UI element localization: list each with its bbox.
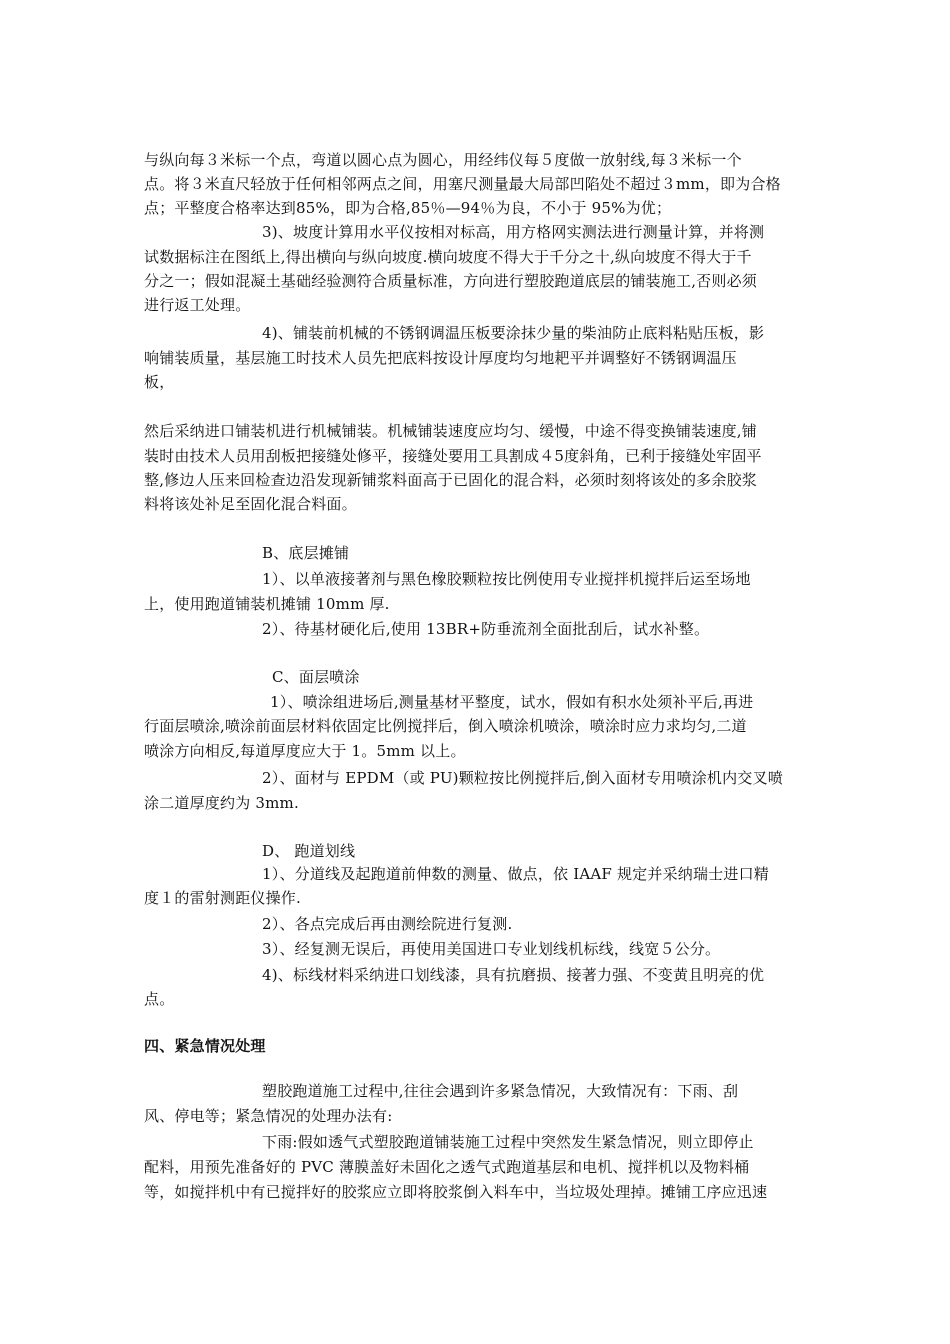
- text-line: 1）、喷涂组进场后,测量基材平整度，试水，假如有积水处须补平后,再进: [270, 693, 754, 711]
- text-line: 塑胶跑道施工过程中,往往会遇到许多紧急情况，大致情况有：下雨、刮: [262, 1082, 739, 1100]
- text-line: 试数据标注在图纸上,得出横向与纵向坡度.横向坡度不得大于千分之十,纵向坡度不得大于千: [144, 248, 752, 266]
- text-line: 料将该处补足至固化混合料面。: [144, 495, 357, 513]
- text-line: 进行返工处理。: [144, 296, 251, 314]
- text-line: 点。将３米直尺轻放于任何相邻两点之间，用塞尺测量最大局部凹陷处不超过３mm，即为合格: [144, 175, 781, 193]
- text-line: 然后采纳进口铺装机进行机械铺装。机械铺装速度应均匀、缓慢，中途不得变换铺装速度,铺: [144, 422, 757, 440]
- text-line: 配料，用预先准备好的 PVC 薄膜盖好未固化之透气式跑道基层和电机、搅拌机以及物料桶: [144, 1158, 750, 1176]
- text-line: 装时由技术人员用刮板把接缝处修平，接缝处要用工具割成４5度斜角，已利于接缝处牢固平: [144, 447, 762, 465]
- text-line: 1）、分道线及起跑道前伸数的测量、做点，依 IAAF 规定并采纳瑞士进口精: [262, 865, 769, 883]
- text-line: 行面层喷涂,喷涂前面层材料依固定比例搅拌后，倒入喷涂机喷涂，喷涂时应力求均匀,二道: [144, 717, 747, 735]
- section-heading: C、面层喷涂: [272, 668, 360, 686]
- text-line: 响铺装质量，基层施工时技术人员先把底料按设计厚度均匀地耙平并调整好不锈钢调温压: [144, 349, 737, 367]
- text-line: 整,修边人压来回检查边沿发现新铺浆料面高于已固化的混合料，必须时刻将该处的多余胶浆: [144, 471, 757, 489]
- text-line: 风、停电等；紧急情况的处理办法有:: [144, 1107, 393, 1125]
- text-line: 2）、面材与 EPDM（或 PU)颗粒按比例搅拌后,倒入面材专用喷涂机内交叉喷: [262, 769, 783, 787]
- chapter-heading: 四、紧急情况处理: [144, 1037, 266, 1055]
- text-line: 喷涂方向相反,每道厚度应大于 1。5mm 以上。: [144, 742, 466, 760]
- text-line: 上，使用跑道铺装机摊铺 10mm 厚.: [144, 595, 390, 613]
- text-line: 2）、各点完成后再由测绘院进行复测.: [262, 915, 513, 933]
- text-line: 板，: [144, 373, 175, 391]
- text-line: 1）、以单液接著剂与黑色橡胶颗粒按比例使用专业搅拌机搅拌后运至场地: [262, 570, 751, 588]
- text-line: 涂二道厚度约为 3mm.: [144, 794, 299, 812]
- text-line: 点。: [144, 990, 175, 1008]
- text-line: 3)、坡度计算用水平仪按相对标高，用方格网实测法进行测量计算，并将测: [262, 223, 765, 241]
- text-line: 4)、铺装前机械的不锈钢调温压板要涂抹少量的柴油防止底料粘贴压板，影: [262, 324, 765, 342]
- text-line: 下雨:假如透气式塑胶跑道铺装施工过程中突然发生紧急情况，则立即停止: [262, 1133, 754, 1151]
- text-line: 点；平整度合格率达到85%，即为合格,85％—94％为良，不小于 95%为优；: [144, 199, 672, 217]
- section-heading: D、 跑道划线: [262, 842, 356, 860]
- text-line: 分之一；假如混凝土基础经验测符合质量标准，方向进行塑胶跑道底层的铺装施工,否则必须: [144, 272, 757, 290]
- section-heading: B、底层摊铺: [262, 544, 350, 562]
- text-line: 3）、经复测无误后，再使用美国进口专业划线机标线，线宽５公分。: [262, 940, 721, 958]
- text-line: 等，如搅拌机中有已搅拌好的胶浆应立即将胶浆倒入料车中，当垃圾处理掉。摊铺工序应迅速: [144, 1183, 768, 1201]
- text-line: 与纵向每３米标一个点，弯道以圆心点为圆心，用经纬仪每５度做一放射线,每３米标一个: [144, 151, 742, 169]
- text-line: 4)、标线材料采纳进口划线漆，具有抗磨损、接著力强、不变黄且明亮的优: [262, 966, 765, 984]
- text-line: 2）、待基材硬化后,使用 13BR+防垂流剂全面批刮后，试水补整。: [262, 620, 710, 638]
- text-line: 度１的雷射测距仪操作.: [144, 889, 301, 907]
